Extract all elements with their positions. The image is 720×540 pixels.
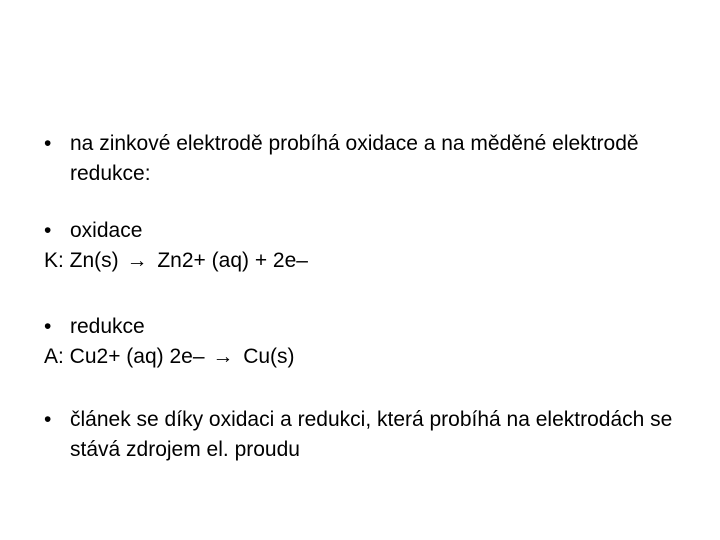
bullet-line — [44, 405, 684, 465]
bullet-item-reduction — [44, 312, 684, 372]
bullet-line — [44, 129, 684, 189]
bullet-icon: • — [44, 219, 52, 242]
equation-lhs: K: Zn(s) — [44, 249, 119, 272]
bullet-text: oxidace — [70, 219, 143, 242]
arrow-right-icon: → — [126, 249, 148, 272]
equation-lhs: A: Cu2+ (aq) 2e– — [44, 345, 205, 368]
bullet-line — [44, 312, 684, 342]
bullet-item-oxidation — [44, 216, 684, 276]
bullet-item-cell-current — [44, 405, 684, 465]
equation-rhs: Cu(s) — [243, 345, 295, 368]
bullet-text: redukce — [70, 315, 145, 338]
arrow-right-icon: → — [212, 345, 234, 368]
bullet-icon: • — [44, 132, 52, 155]
bullet-icon: • — [44, 408, 52, 431]
reduction-equation — [44, 342, 684, 372]
bullet-icon: • — [44, 315, 52, 338]
oxidation-equation — [44, 246, 684, 276]
equation-rhs: Zn2+ (aq) + 2e– — [157, 249, 308, 272]
bullet-item-zinc-copper — [44, 129, 684, 189]
bullet-line — [44, 216, 684, 246]
bullet-text: článek se díky oxidaci a redukci, která probíhá na elektrodách se stává zdrojem el. proudu — [70, 408, 673, 461]
bullet-text: na zinkové elektrodě probíhá oxidace a na měděné elektrodě redukce: — [70, 132, 639, 185]
